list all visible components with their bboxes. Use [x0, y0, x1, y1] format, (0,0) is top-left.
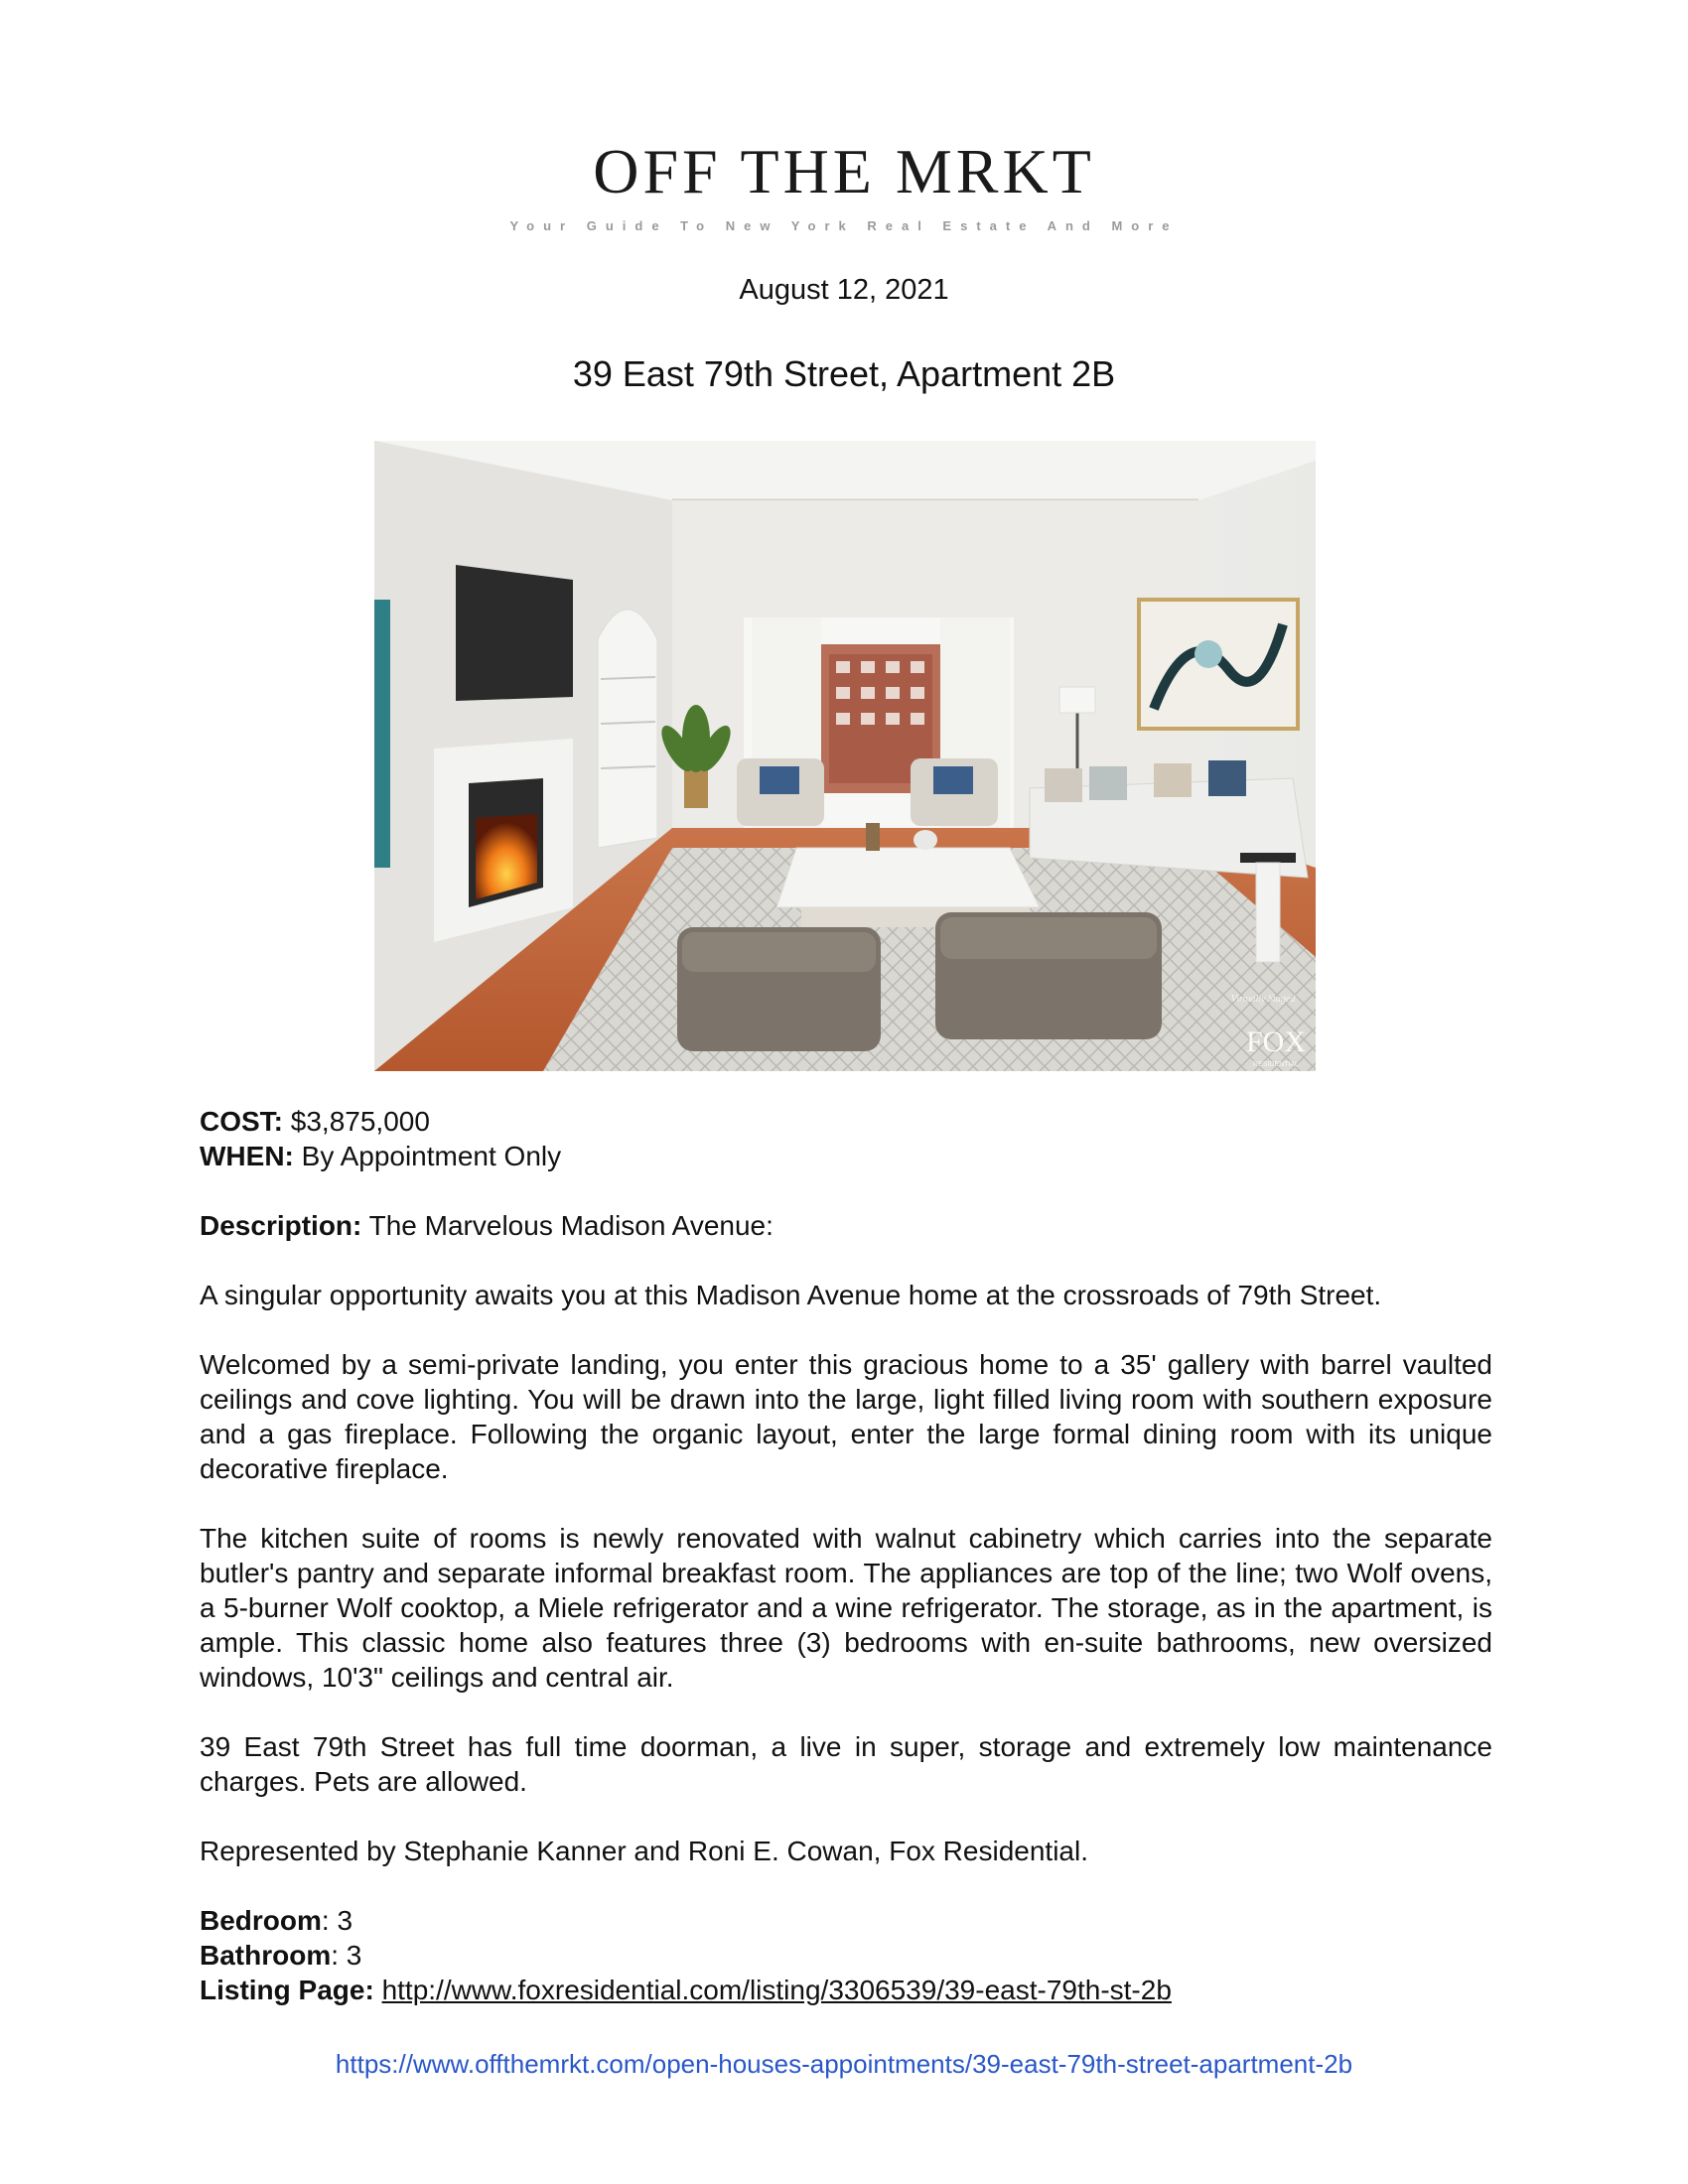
bedroom-value: : 3 — [321, 1905, 353, 1936]
description-paragraph-3: The kitchen suite of rooms is newly renovated with walnut cabinetry which carries into the separate butler's pantry and separate informal breakfast room. The appliances are top of the line; two Wolf ovens, a 5-burner Wolf cooktop, a Miele refrigerator and a wine refrigerator. The storage, as in the apartment, is ample. This classic home also features three (3) bedrooms with en-suite bathrooms, new oversized windows, 10'3" ceilings and central air. — [200, 1523, 1492, 1693]
cost-label: COST: — [200, 1106, 283, 1137]
cost-line — [200, 1104, 1492, 1139]
brand-tagline: Your Guide To New York Real Estate And More — [509, 218, 1179, 233]
photo-watermark-logo: FOX — [1245, 1025, 1307, 1058]
description-paragraph-2: Welcomed by a semi-private landing, you enter this gracious home to a 35' gallery with barrel vaulted ceilings and cove lighting. You will be drawn into the large, light filled living room with southern exposure and a gas fireplace. Following the organic layout, enter the large formal dining room with its unique decorative fireplace. — [200, 1349, 1492, 1484]
bedroom-label: Bedroom — [200, 1905, 322, 1936]
listing-content — [200, 1104, 1492, 2007]
masthead — [0, 135, 1688, 233]
listing-page-label: Listing Page: — [200, 1975, 374, 2005]
when-label: WHEN: — [200, 1141, 294, 1171]
description-paragraph-1: A singular opportunity awaits you at this Madison Avenue home at the crossroads of 79th Street. — [200, 1280, 1382, 1310]
bedroom-line — [200, 1903, 1492, 1938]
bathroom-line — [200, 1938, 1492, 1973]
listing-address: 39 East 79th Street, Apartment 2B — [572, 353, 1116, 394]
when-line — [200, 1139, 1492, 1173]
listing-page-link[interactable]: http://www.foxresidential.com/listing/3306539/39-east-79th-st-2b — [381, 1975, 1172, 2005]
cost-value: $3,875,000 — [283, 1106, 430, 1137]
description-paragraph-4: 39 East 79th Street has full time doorman, a live in super, storage and extremely low maintenance charges. Pets are allowed. — [200, 1731, 1492, 1797]
brand-logo: OFF THE MRKT — [593, 136, 1095, 206]
photo-watermark-subtext: RESIDENTIAL — [1253, 1061, 1299, 1068]
description-title: The Marvelous Madison Avenue: — [361, 1210, 774, 1241]
listing-page-line — [200, 1973, 1492, 2007]
photo-staging-stamp: Virtually Staged — [1230, 994, 1296, 1005]
description-heading — [200, 1208, 1492, 1243]
bathroom-label: Bathroom — [200, 1940, 332, 1971]
description-label: Description: — [200, 1210, 362, 1241]
publish-date: August 12, 2021 — [739, 274, 949, 306]
bathroom-value: : 3 — [331, 1940, 362, 1971]
description-paragraph-5: Represented by Stephanie Kanner and Roni E. Cowan, Fox Residential. — [200, 1836, 1088, 1866]
when-value: By Appointment Only — [293, 1141, 562, 1171]
source-url-link[interactable]: https://www.offthemrkt.com/open-houses-appointments/39-east-79th-street-apartment-2b — [335, 2049, 1353, 2079]
listing-photo — [374, 441, 1316, 1071]
